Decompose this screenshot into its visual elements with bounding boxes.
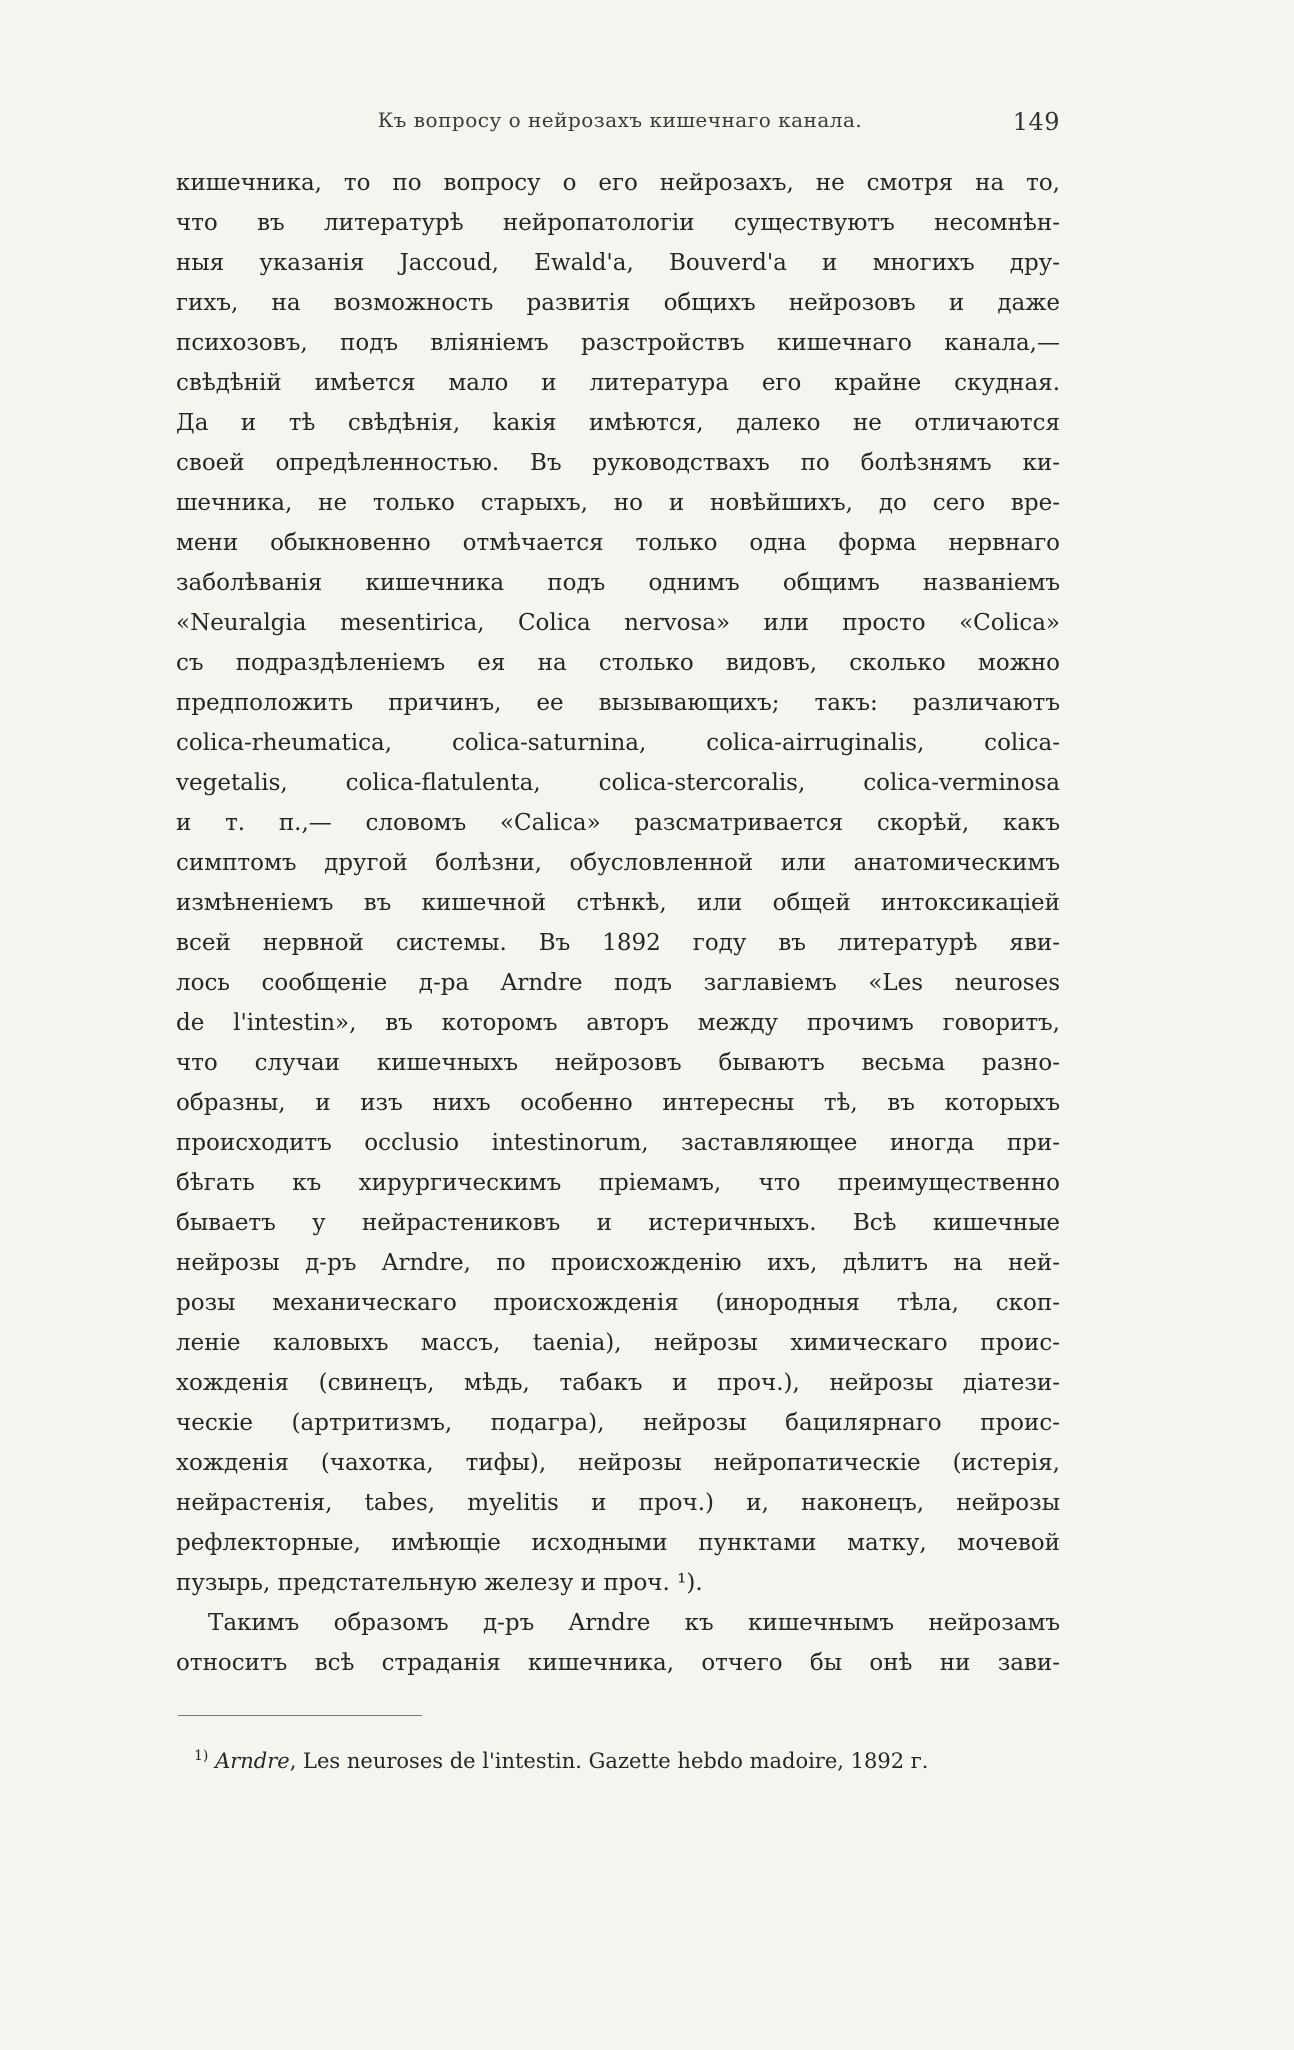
page-number: 149: [1012, 108, 1060, 136]
text-line: гихъ, на возможность развитія общихъ нейрозовъ и даже: [176, 290, 1060, 316]
paragraph-end-line: пузырь, предстательную железу и проч. ¹).: [176, 1570, 703, 1596]
footnote-marker: 1): [194, 1748, 209, 1764]
text-line: относитъ всѣ страданія кишечника, отчего бы онѣ ни зави-: [176, 1650, 1060, 1676]
text-line: colica-rheumatica, colica-saturnina, colica-airruginalis, colica-: [176, 730, 1060, 756]
text-line: заболѣванія кишечника подъ однимъ общимъ названіемъ: [176, 570, 1060, 596]
text-line: шечника, не только старыхъ, но и новѣйшихъ, до сего вре-: [176, 490, 1060, 516]
text-line: Да и тѣ свѣдѣнія, kакія имѣются, далеко не отличаются: [176, 410, 1060, 436]
text-line: что случаи кишечныхъ нейрозовъ бываютъ весьма разно-: [176, 1050, 1060, 1076]
text-line: хожденія (свинецъ, мѣдь, табакъ и проч.), нейрозы діатези-: [176, 1370, 1060, 1396]
text-line: нейрозы д-ръ Arndre, по происхожденію ихъ, дѣлитъ на ней-: [176, 1250, 1060, 1276]
footnote-author: Arndre: [215, 1749, 290, 1773]
running-title: Къ вопросу о нейрозахъ кишечнаго канала.: [377, 108, 863, 132]
running-head: [180, 108, 1060, 144]
text-line: «Neuralgia mesentirica, Colica nervosa» или просто «Colica»: [176, 610, 1060, 636]
text-line: измѣненіемъ въ кишечной стѣнкѣ, или общей интоксикаціей: [176, 890, 1060, 916]
text-line: психозовъ, подъ вліяніемъ разстройствъ кишечнаго канала,—: [176, 330, 1060, 356]
text-line: предположить причинъ, ее вызывающихъ; такъ: различаютъ: [176, 690, 1060, 716]
text-line: что въ литературѣ нейропатологіи существуютъ несомнѣн-: [176, 210, 1060, 236]
text-line: бываетъ у нейрастениковъ и истеричныхъ. Всѣ кишечные: [176, 1210, 1060, 1236]
text-line: кишечника, то по вопросу о его нейрозахъ, не смотря на то,: [176, 170, 1060, 196]
text-line: хожденія (чахотка, тифы), нейрозы нейропатическіе (истерія,: [176, 1450, 1060, 1476]
text-line: свѣдѣній имѣется мало и литература его крайне скудная.: [176, 370, 1060, 396]
text-line: лось сообщеніе д-ра Arndre подъ заглавіемъ «Les neuroses: [176, 970, 1060, 996]
text-line: симптомъ другой болѣзни, обусловленной или анатомическимъ: [176, 850, 1060, 876]
text-line: ческіе (артритизмъ, подагра), нейрозы бацилярнаго проис-: [176, 1410, 1060, 1436]
text-line: своей опредѣленностью. Въ руководствахъ по болѣзнямъ ки-: [176, 450, 1060, 476]
text-line: леніе каловыхъ массъ, taenia), нейрозы химическаго проис-: [176, 1330, 1060, 1356]
text-line: бѣгать къ хирургическимъ пріемамъ, что преимущественно: [176, 1170, 1060, 1196]
text-line: образны, и изъ нихъ особенно интересны тѣ, въ которыхъ: [176, 1090, 1060, 1116]
text-line: всей нервной системы. Въ 1892 году въ литературѣ яви-: [176, 930, 1060, 956]
text-line: мени обыкновенно отмѣчается только одна форма нервнаго: [176, 530, 1060, 556]
text-line: розы механическаго происхожденія (инородныя тѣла, скоп-: [176, 1290, 1060, 1316]
text-line: и т. п.,— словомъ «Calica» разсматривается скорѣй, какъ: [176, 810, 1060, 836]
text-line: ныя указанія Jaccoud, Ewald'a, Bouverd'a и многихъ дру-: [176, 250, 1060, 276]
text-line: de l'intestin», въ которомъ авторъ между прочимъ говоритъ,: [176, 1010, 1060, 1036]
text-line: происходитъ occlusio intestinorum, заставляющее иногда при-: [176, 1130, 1060, 1156]
footnote: [194, 1741, 1060, 1776]
footnote-divider: [178, 1715, 422, 1716]
footnote-citation: , Les neuroses de l'intestin. Gazette hebdo madoire, 1892 г.: [289, 1749, 929, 1773]
text-line: vegetalis, colica-flatulenta, colica-stercoralis, colica-verminosa: [176, 770, 1060, 796]
text-line: рефлекторные, имѣющіе исходными пунктами матку, мочевой: [176, 1530, 1060, 1556]
paragraph-start-line: Такимъ образомъ д-ръ Arndre къ кишечнымъ нейрозамъ: [208, 1610, 1060, 1636]
body-text: [176, 163, 1060, 1683]
text-line: нейрастенія, tabes, myelitis и проч.) и, наконецъ, нейрозы: [176, 1490, 1060, 1516]
text-line: съ подраздѣленіемъ ея на столько видовъ, сколько можно: [176, 650, 1060, 676]
